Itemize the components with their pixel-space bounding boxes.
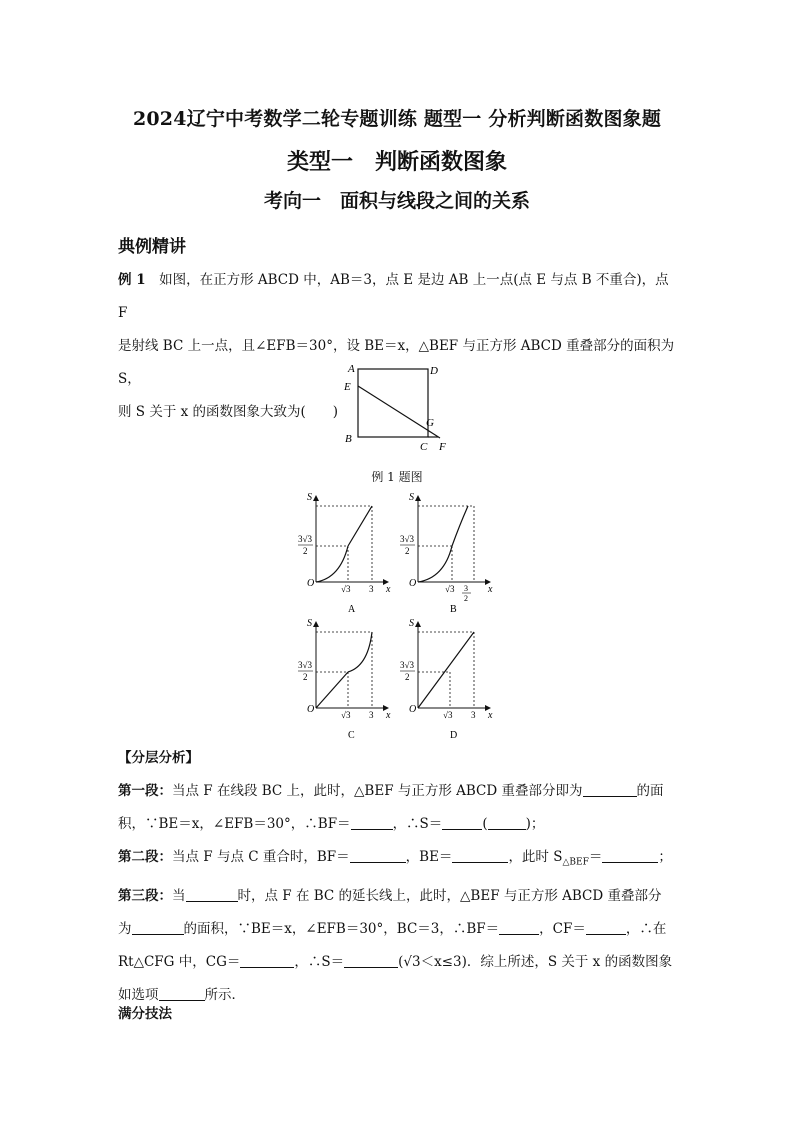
seg3-text-b: 时，点 F 在 BC 的延长线上，此时，△BEF 与正方形 ABCD 重叠部分 <box>237 887 662 904</box>
label-e: E <box>344 381 351 393</box>
y-tick-num: 3√3 <box>298 660 312 670</box>
x-tick-2: 3 <box>369 584 374 594</box>
seg2-text-a: 当点 F 与点 C 重合时，BF＝ <box>172 849 350 865</box>
label-o: O <box>409 578 417 589</box>
blank-4[interactable] <box>488 815 526 830</box>
x-tick-2: 3 <box>369 710 374 720</box>
figure-caption: 例 1 题图 <box>371 470 423 484</box>
square-abcd <box>358 369 428 437</box>
analysis-line-7 <box>118 979 678 1012</box>
example-line-3: 则 S 关于 x 的函数图象大致为( ) <box>118 404 339 420</box>
blank-10[interactable] <box>499 920 539 935</box>
option-letter: B <box>450 604 457 615</box>
label-c: C <box>420 441 428 453</box>
blank-3[interactable] <box>442 815 482 830</box>
line-segment <box>418 632 474 708</box>
y-tick-den: 2 <box>405 546 410 556</box>
seg1-text-c: 积，∵BE＝x，∠EFB＝30°，∴BF＝ <box>118 816 351 832</box>
direction-title: 考向一 面积与线段之间的关系 <box>263 190 530 212</box>
label-o: O <box>307 704 315 715</box>
blank-6[interactable] <box>452 848 508 863</box>
blank-14[interactable] <box>159 986 205 1001</box>
seg2-text-d: ＝ <box>588 849 603 865</box>
seg1-text-a: 当点 F 在线段 BC 上，此时，△BEF 与正方形 ABCD 重叠部分即为 <box>172 783 583 799</box>
analysis-section <box>118 742 678 1012</box>
seg3-label: 第三段： <box>118 887 172 904</box>
curve <box>418 506 468 582</box>
curve <box>316 546 348 582</box>
y-tick-num: 3√3 <box>400 660 414 670</box>
label-o: O <box>307 578 315 589</box>
label-s: S <box>409 618 414 629</box>
analysis-line-5 <box>118 913 678 946</box>
label-x: x <box>488 710 493 721</box>
seg2-text-b: ，BE＝ <box>405 849 453 865</box>
seg1-text-d: ，∴S＝ <box>392 816 443 832</box>
example-label: 例 1 <box>118 272 146 288</box>
seg1-text-e: ( <box>482 816 488 832</box>
seg3-text-d: 的面积，∵BE＝x，∠EFB＝30°，BC＝3，∴BF＝ <box>183 920 500 937</box>
x-tick-1: √3 <box>341 710 351 720</box>
label-x: x <box>386 710 391 721</box>
analysis-line-3 <box>118 841 678 880</box>
curve <box>348 632 372 672</box>
blank-8[interactable] <box>186 887 238 902</box>
blank-13[interactable] <box>344 953 398 968</box>
seg3-text-i: (√3＜x≤3)．综上所述，S 关于 x 的函数图象 <box>398 953 673 970</box>
x-tick-1: √3 <box>443 710 453 720</box>
y-tick-num: 3√3 <box>298 534 312 544</box>
analysis-line-6 <box>118 946 678 979</box>
option-graph-a <box>296 488 396 616</box>
seg3-text-g: Rt△CFG 中，CG＝ <box>118 953 241 970</box>
seg2-text-e: ； <box>658 849 672 865</box>
analysis-line-4 <box>118 880 678 913</box>
y-tick-num: 3√3 <box>400 534 414 544</box>
section-typical-examples: 典例精讲 <box>118 237 186 257</box>
type-title: 类型一 判断函数图象 <box>286 149 507 175</box>
line-segment <box>348 506 372 546</box>
blank-1[interactable] <box>583 782 637 797</box>
blank-7[interactable] <box>602 848 658 863</box>
option-graph-c <box>296 614 396 742</box>
blank-11[interactable] <box>586 920 626 935</box>
option-letter: C <box>348 730 355 741</box>
seg3-text-c: 为 <box>118 920 132 937</box>
seg3-text-a: 当 <box>172 887 186 904</box>
blank-2[interactable] <box>351 815 393 830</box>
y-tick-den: 2 <box>405 672 410 682</box>
example-line-1: 如图，在正方形 ABCD 中，AB＝3，点 E 是边 AB 上一点(点 E 与点 B 不重合)，点 F <box>118 272 669 321</box>
option-graph-b <box>398 488 498 616</box>
label-s: S <box>307 492 312 503</box>
analysis-heading: 【分层分析】 <box>118 750 199 766</box>
x-tick-2: 3 <box>471 710 476 720</box>
label-d: D <box>430 365 438 377</box>
analysis-line-1 <box>118 775 678 808</box>
blank-9[interactable] <box>132 920 184 935</box>
skill-heading: 满分技法 <box>118 1006 172 1022</box>
label-x: x <box>386 584 391 595</box>
seg1-label: 第一段： <box>118 783 172 799</box>
seg3-text-h: ，∴S＝ <box>294 953 345 970</box>
option-letter: D <box>450 730 458 741</box>
label-f: F <box>439 441 446 453</box>
label-a: A <box>348 363 355 375</box>
seg3-text-e: ，CF＝ <box>539 920 586 937</box>
blank-12[interactable] <box>240 953 294 968</box>
seg1-text-f: )； <box>525 816 545 832</box>
seg2-label: 第二段： <box>118 849 172 865</box>
label-x: x <box>488 584 493 595</box>
label-o: O <box>409 704 417 715</box>
label-s: S <box>307 618 312 629</box>
line-segment <box>316 672 348 708</box>
label-b: B <box>345 433 352 445</box>
y-tick-den: 2 <box>303 672 308 682</box>
blank-5[interactable] <box>350 848 406 863</box>
seg1-text-b: 的面 <box>636 783 664 799</box>
x-tick-1: √3 <box>445 584 455 594</box>
label-g: G <box>426 417 434 429</box>
option-graph-d <box>398 614 498 742</box>
seg3-text-f: ，∴在 <box>625 920 667 937</box>
option-letter: A <box>348 604 356 615</box>
seg2-subscript: △BEF <box>562 857 589 868</box>
x-tick-2-den: 2 <box>464 594 468 603</box>
seg3-text-k: 所示． <box>204 986 245 1003</box>
document-title: 2024辽宁中考数学二轮专题训练 题型一 分析判断函数图象题 <box>132 108 662 130</box>
seg3-text-j: 如选项 <box>118 986 159 1003</box>
x-tick-1: √3 <box>341 584 351 594</box>
y-tick-den: 2 <box>303 546 308 556</box>
example-figure <box>330 360 460 460</box>
example-line-2: 是射线 BC 上一点，且∠EFB＝30°，设 BE＝x，△BEF 与正方形 ABCD 重叠部分的面积为 S， <box>118 338 675 387</box>
label-s: S <box>409 492 414 503</box>
x-tick-2-num: 3 <box>464 584 468 593</box>
seg2-text-c: ，此时 S <box>508 849 563 865</box>
analysis-line-2 <box>118 808 678 841</box>
